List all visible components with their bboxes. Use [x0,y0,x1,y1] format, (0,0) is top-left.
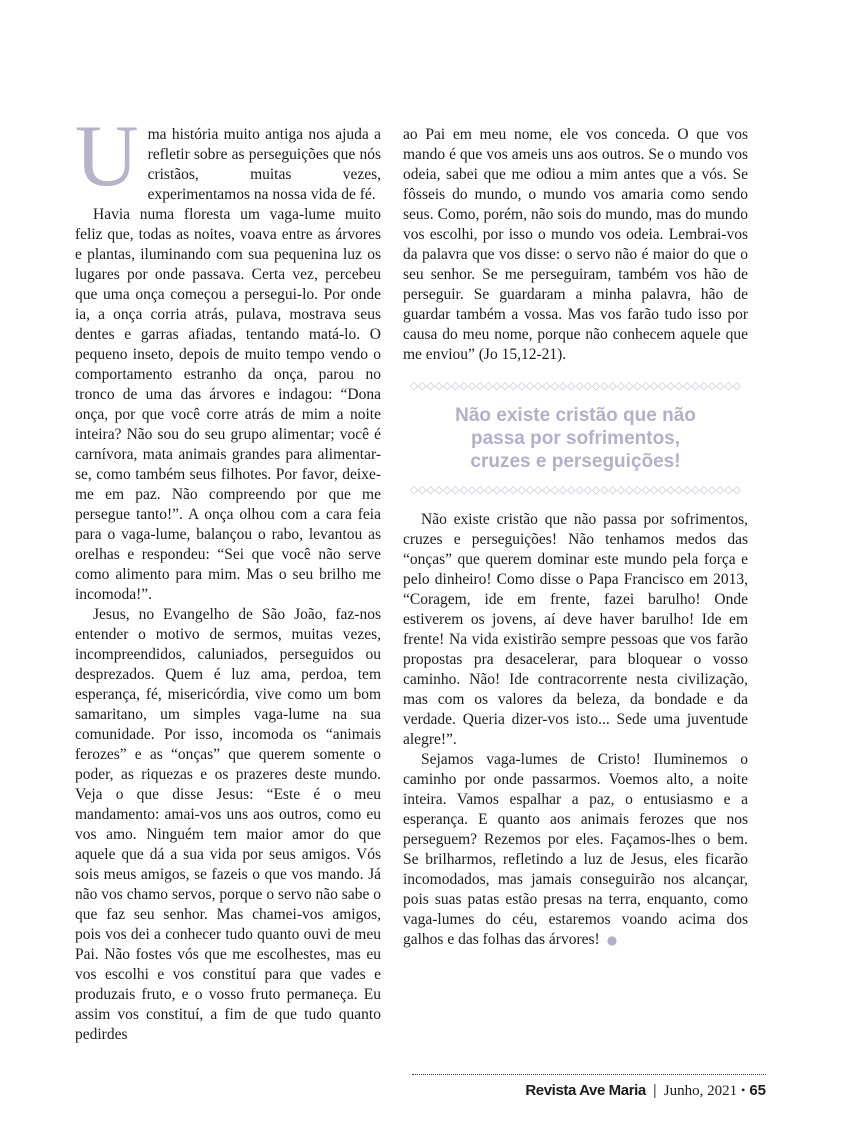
pull-quote-line: cruzes e perseguições! [470,451,681,472]
pull-quote [409,404,742,473]
end-of-article-mark: ● [606,933,618,947]
diamond-divider-top: ◇◇◇◇◇◇◇◇◇◇◇◇◇◇◇◇◇◇◇◇◇◇◇◇◇◇◇◇◇◇◇◇◇◇◇◇◇◇◇◇ [410,381,741,392]
body-paragraph-story [75,205,381,605]
footer-bullet: • [741,1083,746,1097]
article-body [75,108,748,1045]
paragraph-text: Havia numa floresta um vaga-lume muito feliz que, todas as noites, voava entre as árvores e plantas, iluminando com sua pequenina luz os lugares por onde passava. Certa vez, percebeu que uma onça começou a persegui-lo. Por onde ia, a onça corria atrás, pulava, mostrava seus dentes e garras afiadas, tentando matá-lo. O pequeno inseto, depois de muito tempo vendo o comportamento estranho da onça, parou no tronco de uma das árvores e indagou: “Dona onça, por que você corre atrás de mim a noite inteira? Não sou do seu grupo alimentar; você é carnívora, mata animais grandes para alimentar-se, como também seus filhotes. Por favor, deixe-me em paz. Não compreendo por que me persegue tanto!”. A onça olhou com a cara feia para o vaga-lume, balançou o rabo, levantou as orelhas e respondeu: “Sei que você não serve como alimento para mim. Mas o seu brilho me incomoda!”. [75,206,381,603]
paragraph-text: Jesus, no Evangelho de São João, faz-nos entender o motivo de sermos, muitas vezes, incompreendidos, caluniados, perseguidos ou desprezados. Quem é luz ama, perdoa, tem esperança, fé, misericórdia, vive como um bom samaritano, um simples vaga-lume na sua comunidade. Por isso, incomoda os “animais ferozes” e as “onças” que querem somente o poder, as riquezas e os prazeres deste mundo. Veja o que disse Jesus: “Este é o meu mandamento: amai-vos uns aos outros, como eu vos amo. Ninguém tem maior amor do que aquele que dá a sua vida por seus amigos. Vós sois meus amigos, se fazeis o que vos mando. Já não vos chamo servos, porque o servo não sabe o que faz seu senhor. Mas chamei-vos amigos, pois vos dei a conhecer tudo quanto ouvi de meu Pai. Não fostes vós que me escolhestes, mas eu vos escolhi e vos constituí para que vades e produzais fruto, e o vosso fruto permaneça. Eu assim vos constituí, a fim de que tudo quanto pedirdes [75,606,381,1043]
footer-separator: | [652,1082,657,1099]
pull-quote-line: Não existe cristão que não [455,405,696,426]
body-paragraph-conclusion [403,750,748,950]
page-number: 65 [749,1082,766,1099]
body-paragraph-gospel-left [75,605,381,1045]
paragraph-text: Não existe cristão que não passa por sofrimentos, cruzes e perseguições! Não tenhamos medos das “onças” que querem dominar este mundo pela força e pelo dinheiro! Como disse o Papa Francisco em 2013, “Coragem, ide em frente, fazei barulho! Onde estiverem os jovens, aí deve haver barulho! Ide em frente! Na vida existirão sempre pessoas que vos farão propostas pra desacelerar, para bloquear o vosso caminho. Não! Ide contracorrente nesta civilização, mas com os valores da beleza, da bondade e da verdade. Queria dizer-vos isto... Sede uma juventude alegre!”. [403,511,748,748]
pull-quote-line: passa por sofrimentos, [470,428,681,449]
paragraph-text: ma história muito antiga nos ajuda a refletir sobre as perseguições que nós cristãos, muitas vezes, experimentamos na nossa vida de fé. [147,126,381,203]
body-paragraph-intro [75,108,381,205]
page-footer [412,1074,766,1100]
body-paragraph-exhortation [403,510,748,750]
paragraph-text: ao Pai em meu nome, ele vos conceda. O que vos mando é que vos ameis uns aos outros. Se o mundo vos odeia, sabei que me odiou a mim antes que a vós. Se fôsseis do mundo, o mundo vos amaria como sendo seus. Como, porém, não sois do mundo, mas do mundo vos escolhi, por isso o mundo vos odeia. Lembrai-vos da palavra que vos disse: o servo não é maior do que o seu senhor. Se me perseguiram, também vos hão de perseguir. Se guardaram a minha palavra, hão de guardar também a vossa. Mas vos farão tudo isso por causa do meu nome, porque não conhecem aquele que me enviou” (Jo 15,12-21). [403,126,748,363]
right-column [403,125,748,1045]
body-paragraph-gospel-right [403,125,748,365]
left-column [75,108,381,1045]
drop-cap: U [75,108,139,205]
diamond-divider-bottom: ◇◇◇◇◇◇◇◇◇◇◇◇◇◇◇◇◇◇◇◇◇◇◇◇◇◇◇◇◇◇◇◇◇◇◇◇◇◇◇◇ [410,485,741,496]
paragraph-text: Sejamos vaga-lumes de Cristo! Iluminemos o caminho por onde passarmos. Voemos alto, a noite inteira. Vamos espalhar a paz, o entusiasmo e a esperança. E quanto aos animais ferozes que nos perseguem? Rezemos por eles. Façamos-lhes o bem. Se brilharmos, refletindo a luz de Jesus, eles ficarão incomodados, mas jamais conseguirão nos alcançar, pois suas patas estão presas na terra, enquanto, como vaga-lumes do céu, estaremos voando acima dos galhos e das folhas das árvores! [403,751,748,948]
issue-date: Junho, 2021 [663,1083,738,1099]
magazine-name: Revista Ave Maria [525,1082,646,1099]
